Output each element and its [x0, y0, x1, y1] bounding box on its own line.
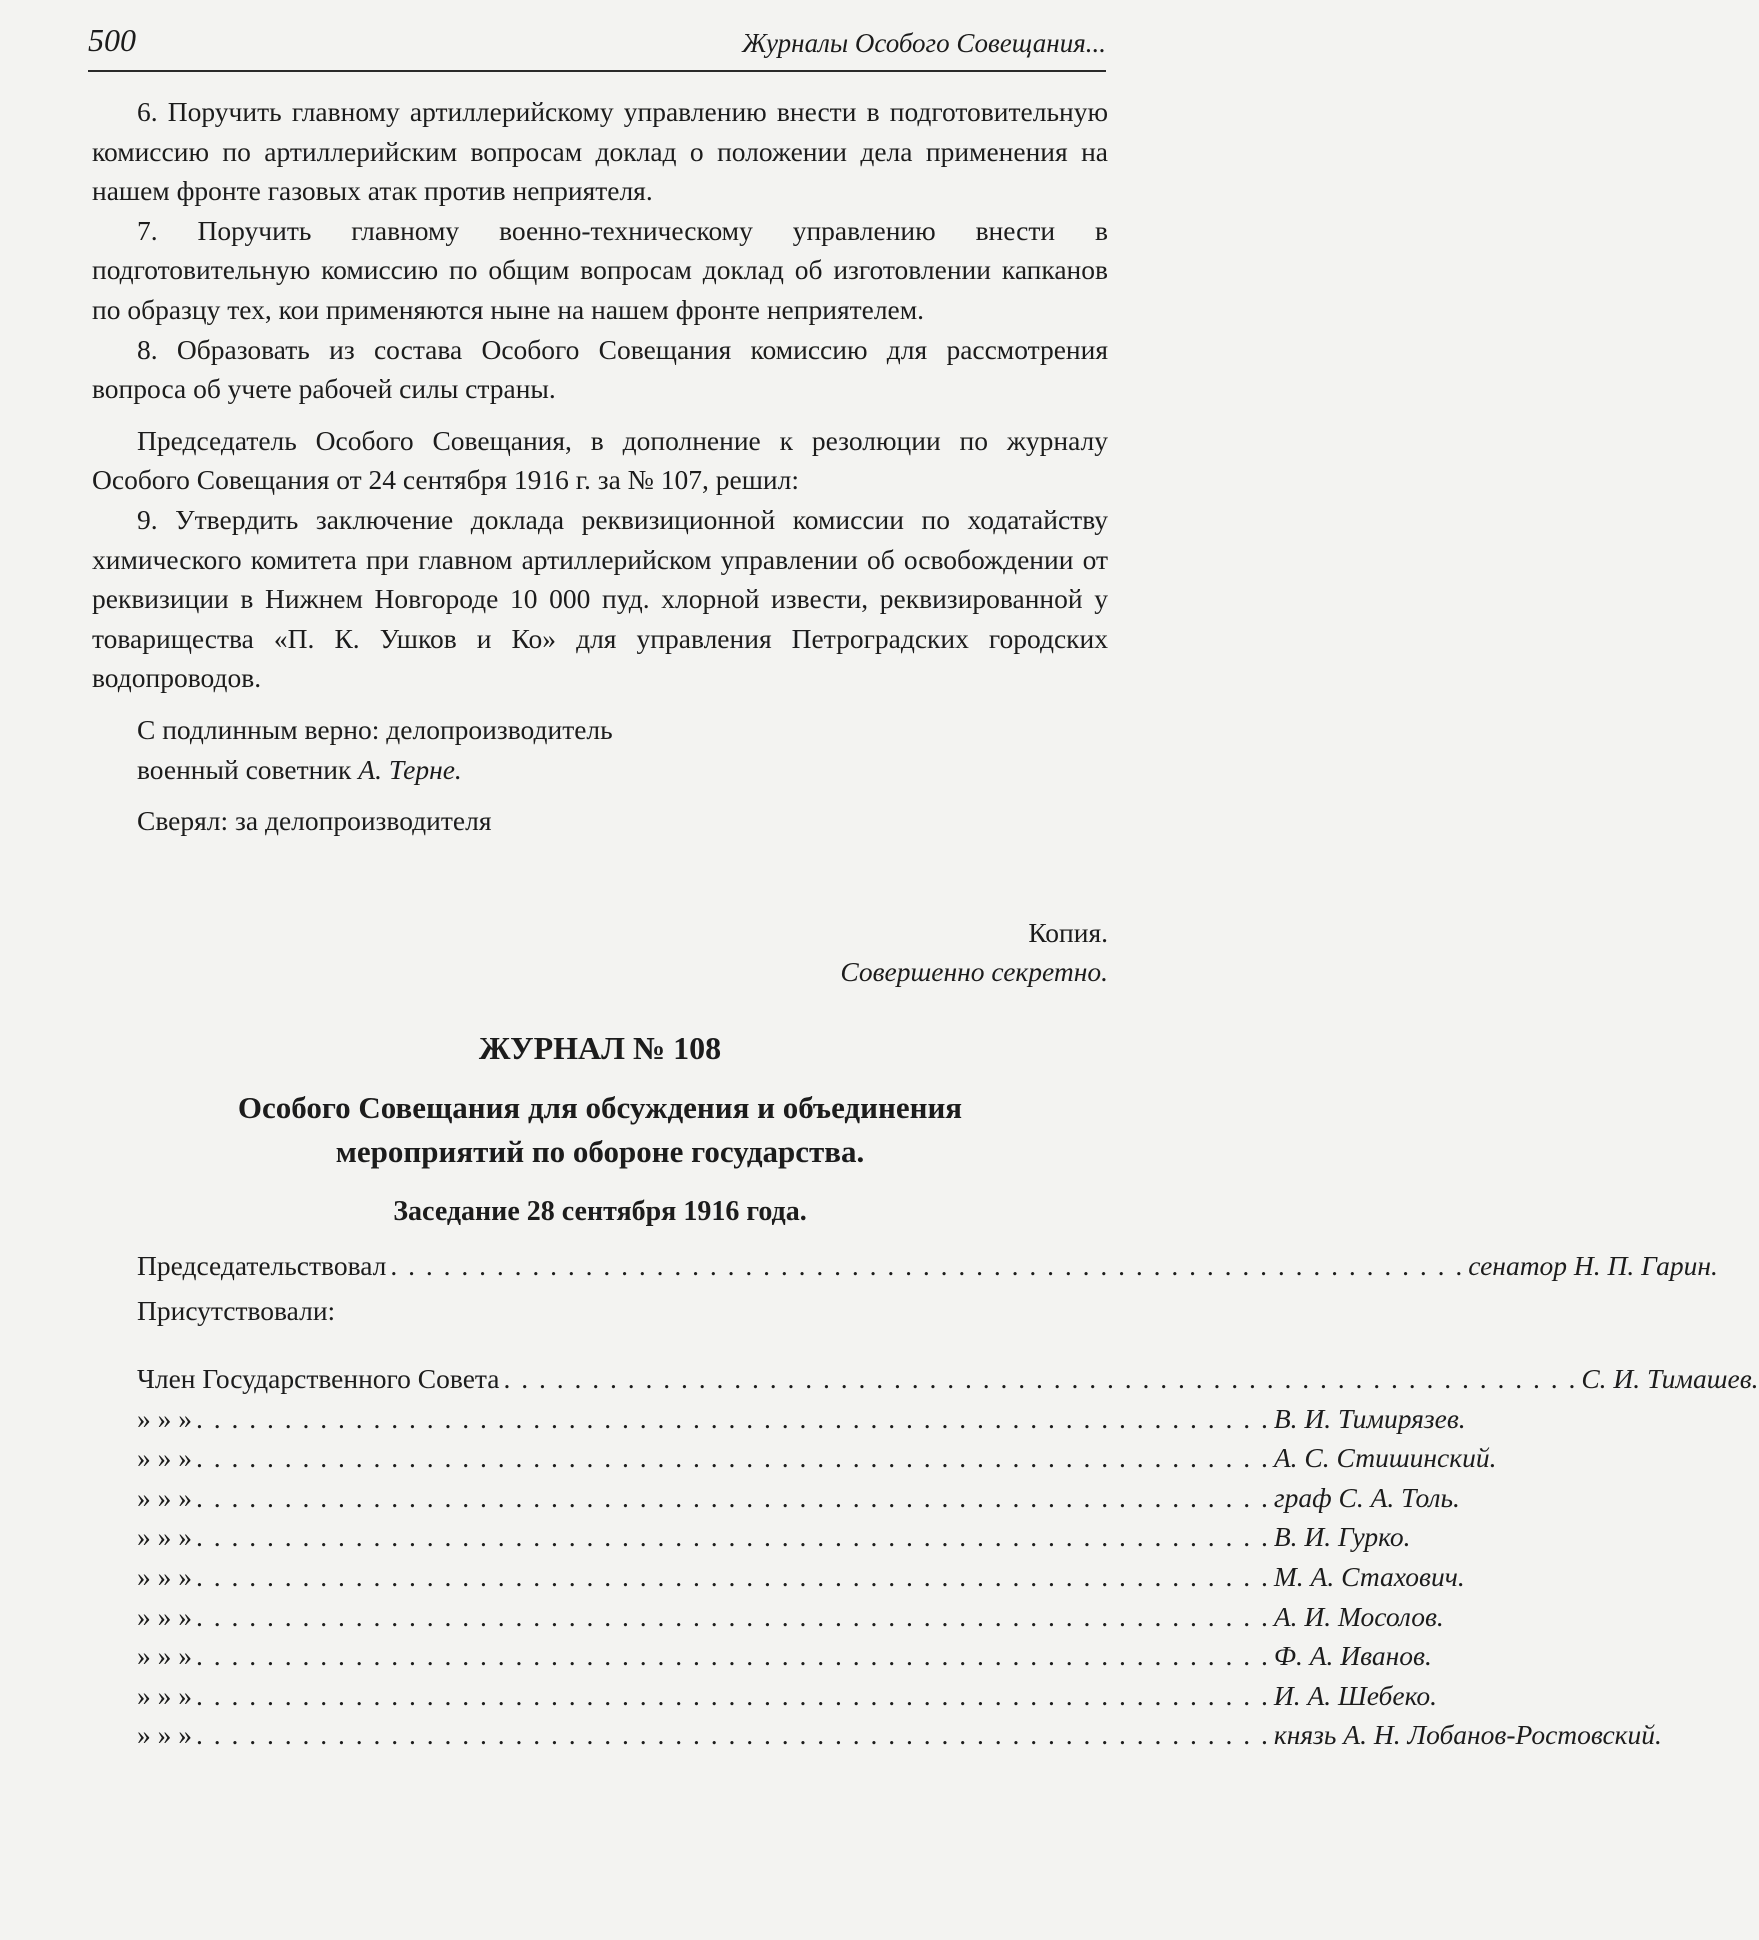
member-label: » » »: [137, 1719, 192, 1751]
member-name: В. И. Гурко.: [1273, 1521, 1411, 1553]
present-label: Присутствовали:: [137, 1295, 336, 1327]
member-label: » » »: [137, 1402, 192, 1434]
member-name: А. И. Мосолов.: [1273, 1600, 1444, 1632]
member-label: Член Государственного Совета: [137, 1363, 500, 1395]
member-row: [92, 1517, 1411, 1557]
member-label: » » »: [137, 1679, 192, 1711]
presided-value: сенатор Н. П. Гарин.: [1468, 1249, 1718, 1281]
member-label: » » »: [137, 1442, 192, 1474]
member-row: [92, 1636, 1432, 1676]
journal-subtitle-2: мероприятий по обороне государства.: [335, 1133, 865, 1169]
member-row: [92, 1676, 1438, 1716]
members-list: [92, 1359, 1759, 1755]
leader-dots: . . . . . . . . . . . . . . . . . . . . . . . . . . . . . . . . . . . . . . . . . . . . . . . . . . . . . . . . . . . . .: [196, 1640, 1270, 1672]
member-row: [92, 1715, 1662, 1755]
member-row: [92, 1557, 1465, 1597]
page-body: [92, 92, 1759, 1755]
member-name: А. С. Стишинский.: [1273, 1442, 1497, 1474]
leader-dots: . . . . . . . . . . . . . . . . . . . . . . . . . . . . . . . . . . . . . . . . . . . . . . . . . . . . . . . . . . . . .: [196, 1561, 1270, 1593]
leader-dots: . . . . . . . . . . . . . . . . . . . . . . . . . . . . . . . . . . . . . . . . . . . . . . . . . . . . . . . . . . . . .: [196, 1481, 1270, 1513]
leader-dots: . . . . . . . . . . . . . . . . . . . . . . . . . . . . . . . . . . . . . . . . . . . . . . . . . . . . . . . . . . . . .: [196, 1521, 1270, 1553]
certification-name: А. Терне.: [358, 753, 462, 785]
certification-role: военный советник: [137, 753, 359, 785]
presided-row: [92, 1246, 1718, 1286]
running-title: Журналы Особого Совещания...: [742, 28, 1106, 58]
journal-subtitle-1: Особого Совещания для обсуждения и объединения: [237, 1089, 963, 1125]
member-name: князь А. Н. Лобанов-Ростовский.: [1273, 1719, 1662, 1751]
member-label: » » »: [137, 1481, 192, 1513]
member-row: [92, 1478, 1460, 1518]
member-name: М. А. Стахович.: [1273, 1561, 1465, 1593]
page-header: [88, 18, 1106, 72]
member-label: » » »: [137, 1600, 192, 1632]
presided-label: Председательствовал: [137, 1249, 387, 1281]
page-number: 500: [88, 22, 136, 58]
leader-dots: . . . . . . . . . . . . . . . . . . . . . . . . . . . . . . . . . . . . . . . . . . . . . . . . . . . . . . . . . . . . .: [390, 1249, 1465, 1281]
paragraph-7: 7. Поручить главному военно-техническому управлению внести в подготовительную комиссию по общим вопросам доклад об изготовлении капканов по образцу тех, кои применяются ныне на нашем фронте неприятелем.: [92, 214, 1108, 325]
leader-dots: . . . . . . . . . . . . . . . . . . . . . . . . . . . . . . . . . . . . . . . . . . . . . . . . . . . . . . . . . . . . .: [196, 1600, 1270, 1632]
session-date: Заседание 28 сентября 1916 года.: [393, 1195, 807, 1227]
copy-mark: Копия.: [1028, 916, 1108, 948]
member-row: [92, 1359, 1759, 1399]
member-label: » » »: [137, 1561, 192, 1593]
member-row: [92, 1399, 1466, 1439]
leader-dots: . . . . . . . . . . . . . . . . . . . . . . . . . . . . . . . . . . . . . . . . . . . . . . . . . . . . . . . . . . . . .: [196, 1402, 1270, 1434]
member-name: В. И. Тимирязев.: [1273, 1402, 1466, 1434]
member-name: И. А. Шебеко.: [1273, 1679, 1438, 1711]
member-row: [92, 1438, 1497, 1478]
chairman-paragraph: Председатель Особого Совещания, в дополнение к резолюции по журналу Особого Совещания от 24 сентября 1916 г. за № 107, решил:: [92, 424, 1108, 496]
member-name: граф С. А. Толь.: [1273, 1481, 1460, 1513]
member-label: » » »: [137, 1521, 192, 1553]
leader-dots: . . . . . . . . . . . . . . . . . . . . . . . . . . . . . . . . . . . . . . . . . . . . . . . . . . . . . . . . . . . . .: [196, 1442, 1270, 1474]
paragraph-9: 9. Утвердить заключение доклада реквизиционной комиссии по ходатайству химического комитета при главном артиллерийском управлении об освобождении от реквизиции в Нижнем Новгороде 10 000 пуд. хлорной извести, реквизированной у товарищества «П. К. Ушков и Ко» для управления Петроградских городских водопроводов.: [92, 503, 1108, 694]
member-name: С. И. Тимашев.: [1581, 1363, 1759, 1395]
leader-dots: . . . . . . . . . . . . . . . . . . . . . . . . . . . . . . . . . . . . . . . . . . . . . . . . . . . . . . . . . . . . .: [196, 1679, 1270, 1711]
certification-line-3: Сверял: за делопроизводителя: [137, 805, 492, 837]
certification-line-2: [92, 750, 1108, 790]
member-row: [92, 1597, 1444, 1637]
paragraph-8: 8. Образовать из состава Особого Совещания комиссию для рассмотрения вопроса об учете рабочей силы страны.: [92, 333, 1108, 405]
member-label: » » »: [137, 1640, 192, 1672]
paragraph-6: 6. Поручить главному артиллерийскому управлению внести в подготовительную комиссию по артиллерийским вопросам доклад о положении дела применения на нашем фронте газовых атак против неприятеля.: [92, 96, 1108, 207]
certification-line-1: С подлинным верно: делопроизводитель: [137, 713, 613, 745]
secret-mark: Совершенно секретно.: [840, 956, 1108, 988]
journal-title: ЖУРНАЛ № 108: [478, 1029, 722, 1066]
member-name: Ф. А. Иванов.: [1273, 1640, 1432, 1672]
leader-dots: . . . . . . . . . . . . . . . . . . . . . . . . . . . . . . . . . . . . . . . . . . . . . . . . . . . . . . . . . . . . .: [196, 1719, 1270, 1751]
leader-dots: . . . . . . . . . . . . . . . . . . . . . . . . . . . . . . . . . . . . . . . . . . . . . . . . . . . . . . . . . . . . .: [503, 1363, 1578, 1395]
